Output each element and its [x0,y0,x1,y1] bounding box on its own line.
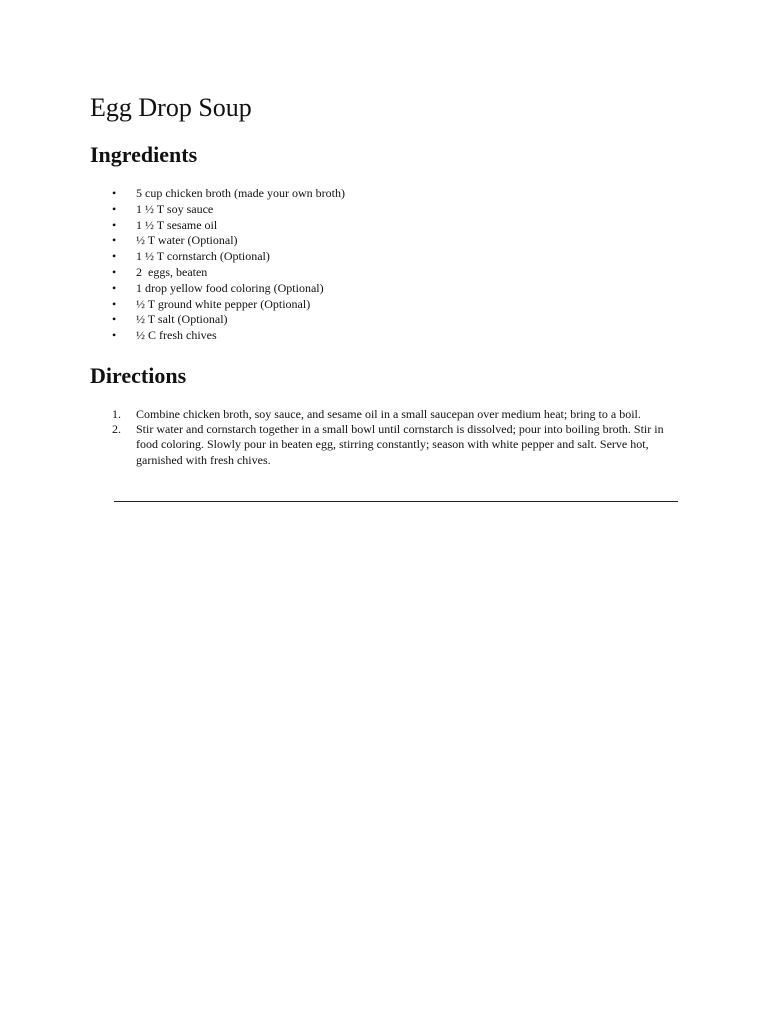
ingredient-item [90,202,650,218]
directions-list [90,407,680,468]
bullet-icon: • [112,280,117,295]
step-number: 1. [112,407,121,421]
ingredient-item [90,281,650,297]
bullet-icon: • [112,217,117,232]
bullet-icon: • [112,296,117,311]
ingredient-text: 5 cup chicken broth (made your own broth) [136,186,345,200]
bullet-icon: • [112,328,117,343]
bullet-icon: • [112,201,117,216]
ingredient-text: 1 ½ T cornstarch (Optional) [136,249,270,264]
ingredient-text: 1 ½ T sesame oil [136,217,218,232]
direction-step [90,407,680,422]
recipe-title: Egg Drop Soup [90,93,252,122]
bullet-icon: • [112,186,117,200]
ingredient-item [90,249,650,265]
ingredient-text: ½ C fresh chives [136,328,217,343]
step-text: Combine chicken broth, soy sauce, and sesame oil in a small saucepan over medium heat; bring to a boil. [136,407,641,421]
ingredients-heading: Ingredients [90,142,198,167]
bullet-icon: • [112,312,117,327]
step-number: 2. [112,422,121,437]
ingredient-text: ½ T ground white pepper (Optional) [136,296,311,311]
ingredient-item [90,218,650,234]
directions-heading: Directions [90,363,187,388]
ingredient-text: 1 drop yellow food coloring (Optional) [136,280,324,295]
ingredient-item [90,312,650,328]
ingredient-text: 2 eggs, beaten [136,264,208,279]
bullet-icon: • [112,264,117,279]
ingredient-item [90,265,650,281]
ingredient-item [90,328,650,344]
step-text: Stir water and cornstarch together in a small bowl until cornstarch is dissolved; pour into boiling broth. Stir in food coloring. Slowly pour in beaten egg, stirring constantly; season with white pepper and salt. Serve hot, garnished with fresh chives. [136,422,664,467]
bullet-icon: • [112,249,117,264]
direction-step [90,422,680,468]
bullet-icon: • [112,233,117,248]
ingredient-text: ½ T salt (Optional) [136,312,228,327]
ingredient-item [90,297,650,313]
ingredient-text: 1 ½ T soy sauce [136,201,214,216]
ingredient-text: ½ T water (Optional) [136,233,238,248]
ingredient-item [90,186,650,202]
ingredients-list [90,186,650,344]
horizontal-divider [114,501,678,502]
ingredient-item [90,233,650,249]
